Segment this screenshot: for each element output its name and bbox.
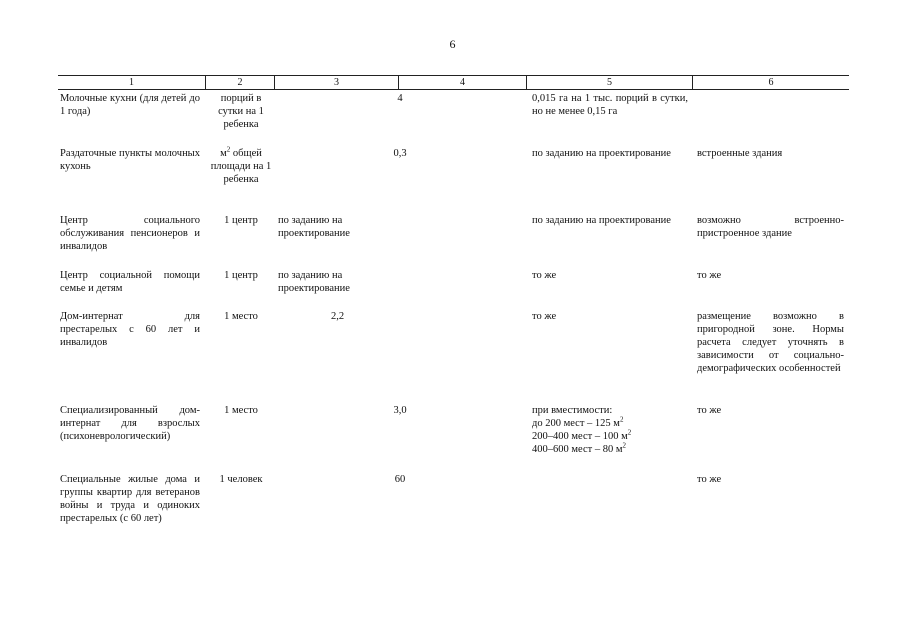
facility-name: Специальные жилые дома и группы квартир для ветеранов войны и труда и одиноких престарелых (с 60 лет): [60, 474, 200, 524]
unit-of-measure: [210, 147, 272, 186]
capacity-line: 200–400 мест – 100 $м^2$: [532, 428, 632, 442]
column-header-5: 5: [607, 77, 612, 88]
capacity-list: [532, 404, 688, 456]
notes: возможно встроенно-пристроенное здание: [697, 215, 844, 239]
norm-text: по заданию на проектирование: [278, 215, 350, 239]
column-header-1: 1: [129, 77, 134, 88]
facility-name: Центр социального обслуживания пенсионеров и инвалидов: [60, 215, 200, 252]
notes: то же: [697, 270, 722, 281]
unit-symbol: м: [220, 148, 227, 159]
table-header-bottom-rule: [58, 89, 849, 90]
column-header-4: 4: [460, 77, 465, 88]
norm-text: по заданию на проектирование: [278, 270, 350, 294]
column-header-2: 2: [237, 77, 243, 88]
notes: встроенные здания: [697, 148, 783, 159]
norm-value: 4: [397, 93, 403, 104]
unit-of-measure: 1 центр: [224, 270, 258, 281]
norm-value: 0,3: [393, 148, 407, 159]
unit-exponent: 2: [226, 145, 231, 154]
facility-name: Центр социальной помощи семье и детям: [60, 270, 200, 294]
norm-value: 2,2: [330, 311, 345, 322]
facility-name: Молочные кухни (для детей до 1 года): [60, 93, 200, 117]
unit-of-measure: 1 центр: [224, 215, 258, 226]
facility-name: Дом-интернат для престарелых с 60 лет и инвалидов: [60, 311, 200, 348]
table-top-rule: [58, 75, 849, 76]
norm-value: 3,0: [393, 405, 407, 416]
notes: то же: [697, 405, 722, 416]
unit-of-measure: порций в сутки на 1 ребенка: [218, 93, 264, 130]
column-header-6: 6: [768, 77, 774, 88]
unit-text: общей площади на 1 ребенка: [210, 148, 272, 185]
capacity-line: при вместимости:: [532, 405, 613, 416]
site-size: по заданию на проектирование: [532, 148, 671, 159]
unit-of-measure: 1 место: [224, 405, 258, 416]
facility-name: Раздаточные пункты молочных кухонь: [60, 148, 200, 172]
site-size: 0,015 га на 1 тыс. порций в сутки, но не менее 0,15 га: [532, 93, 688, 117]
norm-value: 60: [394, 474, 406, 485]
site-size: то же: [532, 270, 557, 281]
unit-of-measure: 1 человек: [219, 474, 263, 485]
page-number: 6: [449, 37, 456, 51]
capacity-line: до 200 мест – 125 $м^2$: [532, 415, 624, 429]
unit-of-measure: 1 место: [224, 311, 258, 322]
capacity-line: 400–600 мест – 80 $м^2$: [532, 441, 626, 455]
column-header-3: 3: [334, 77, 339, 88]
site-size: по заданию на проектирование: [532, 215, 671, 226]
notes: размещение возможно в пригородной зоне. Нормы расчета следует уточнять в зависимости от социально-демографических особенностей: [697, 311, 844, 374]
notes: то же: [697, 474, 722, 485]
facility-name: Специализированный дом-интернат для взрослых (психоневрологический): [60, 405, 200, 442]
site-size: то же: [532, 311, 557, 322]
